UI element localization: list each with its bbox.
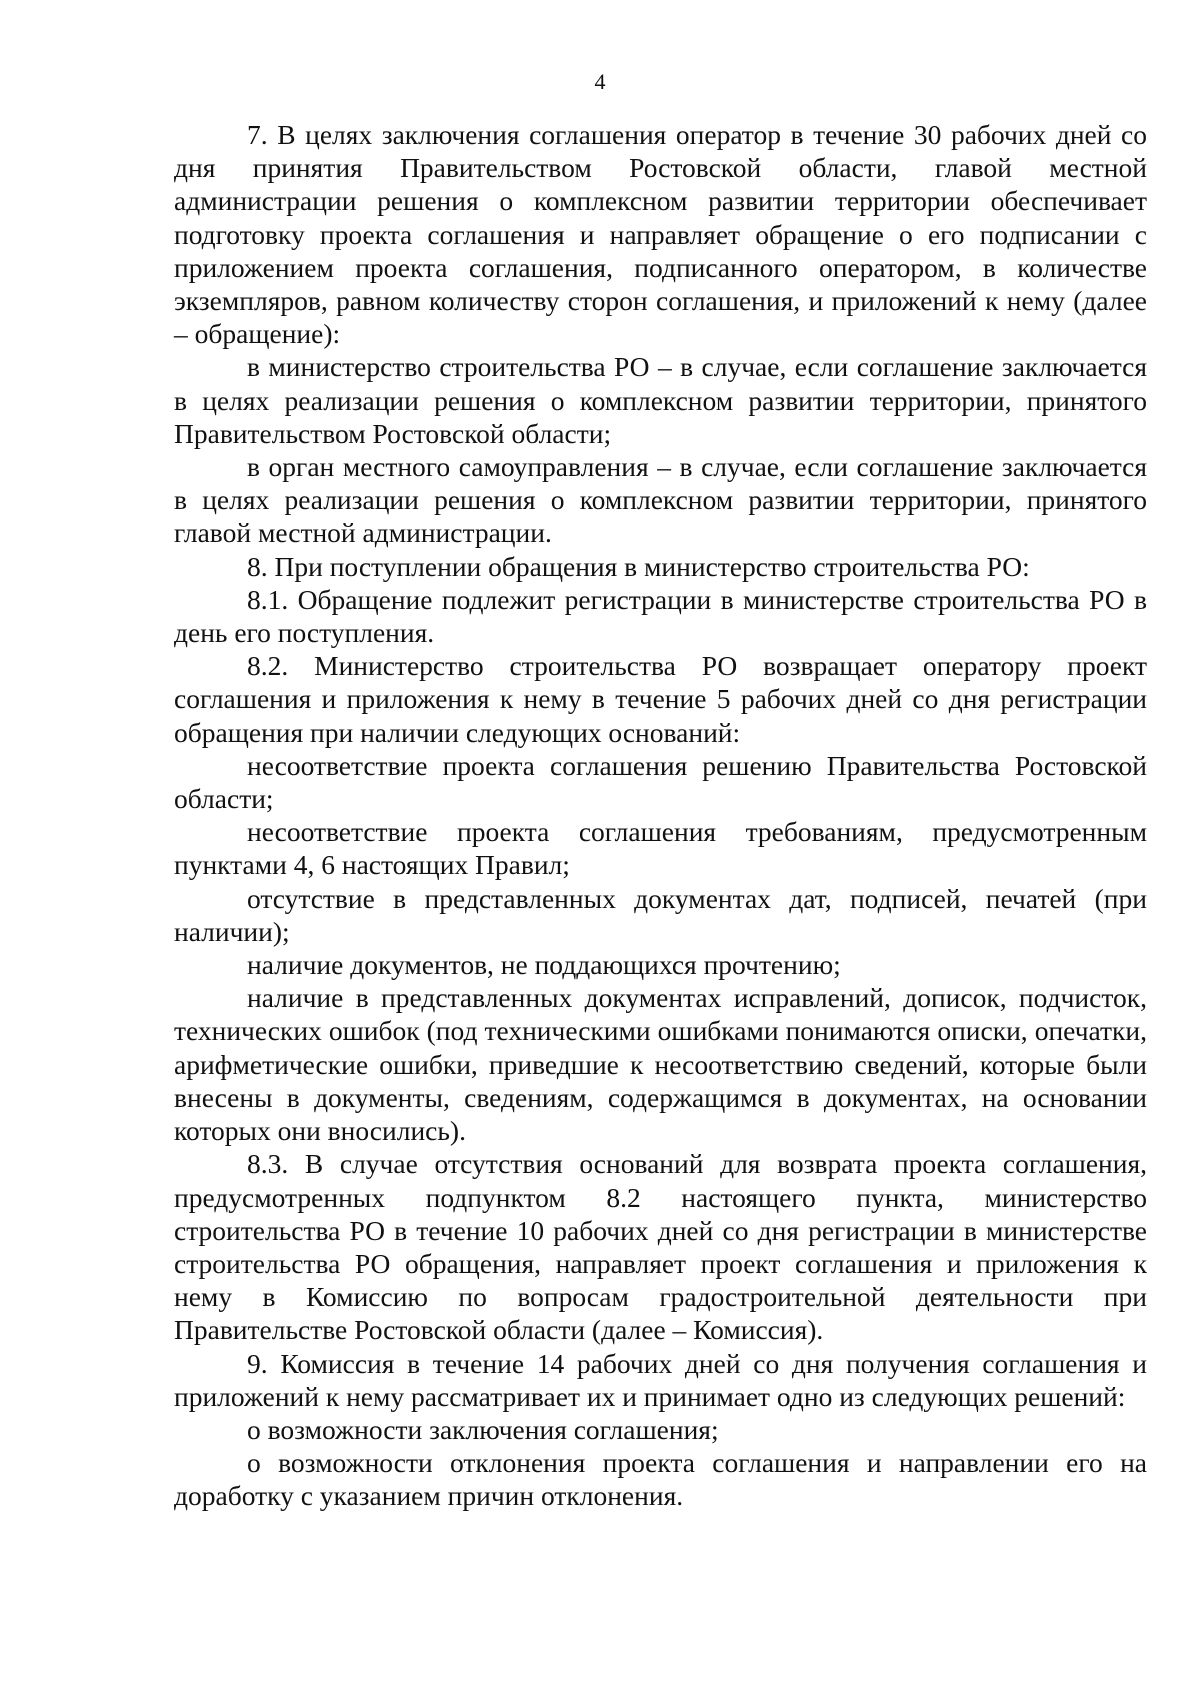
- ground-item-3: отсутствие в представленных документах дат, подписей, печатей (при наличии);: [174, 882, 1147, 947]
- page-number: 4: [594, 69, 606, 94]
- paragraph-8-3: 8.3. В случае отсутствия оснований для возврата проекта соглашения, предусмотренных подпунктом 8.2 настоящего пункта, министерство строительства РО в течение 10 рабочих дней со дня регистрации в министерстве строительства РО обращения, направляет проект соглашения и приложения к нему в Комиссию по вопросам градостроительной деятельности при Правительстве Ростовской области (далее – Комиссия).: [174, 1148, 1147, 1346]
- ground-item-1: несоответствие проекта соглашения решению Правительства Ростовской области;: [174, 749, 1147, 815]
- paragraph-8: 8. При поступлении обращения в министерство строительства РО:: [247, 550, 1030, 582]
- paragraph-7-local-government: в орган местного самоуправления – в случае, если соглашение заключается в целях реализации решения о комплексном развитии территории, принятого главой местной администрации.: [174, 451, 1147, 549]
- decision-item-1: о возможности заключения соглашения;: [247, 1413, 719, 1445]
- ground-item-4: наличие документов, не поддающихся прочтению;: [247, 949, 841, 981]
- paragraph-9: 9. Комиссия в течение 14 рабочих дней со дня получения соглашения и приложений к нему рассматривает их и принимает одно из следующих решений:: [174, 1347, 1147, 1412]
- paragraph-8-2: 8.2. Министерство строительства РО возвращает оператору проект соглашения и приложения к нему в течение 5 рабочих дней со дня регистрации обращения при наличии следующих оснований:: [174, 650, 1147, 748]
- paragraph-7: 7. В целях заключения соглашения оператор в течение 30 рабочих дней со дня принятия Правительством Ростовской области, главой местной администрации решения о комплексном развитии территории обеспечивает подготовку проекта соглашения и направляет обращение о его подписании с приложением проекта соглашения, подписанного оператором, в количестве экземпляров, равном количеству сторон соглашения, и приложений к нему (далее – обращение):: [174, 119, 1147, 350]
- paragraph-8-1: 8.1. Обращение подлежит регистрации в министерстве строительства РО в день его поступления.: [174, 583, 1147, 649]
- paragraph-7-ministry: в министерство строительства РО – в случае, если соглашение заключается в целях реализации решения о комплексном развитии территории, принятого Правительством Ростовской области;: [174, 351, 1147, 449]
- ground-item-2: несоответствие проекта соглашения требованиям, предусмотренным пунктами 4, 6 настоящих Правил;: [174, 816, 1147, 881]
- ground-item-5: наличие в представленных документах исправлений, дописок, подчисток, технических ошибок (под техническими ошибками понимаются описки, опечатки, арифметические ошибки, приведшие к несоответствию сведений, которые были внесены в документы, сведениям, содержащимся в документах, на основании которых они вносились).: [174, 982, 1147, 1147]
- decision-item-2: о возможности отклонения проекта соглашения и направлении его на доработку с указанием причин отклонения.: [174, 1447, 1147, 1512]
- document-body: [174, 118, 1147, 1513]
